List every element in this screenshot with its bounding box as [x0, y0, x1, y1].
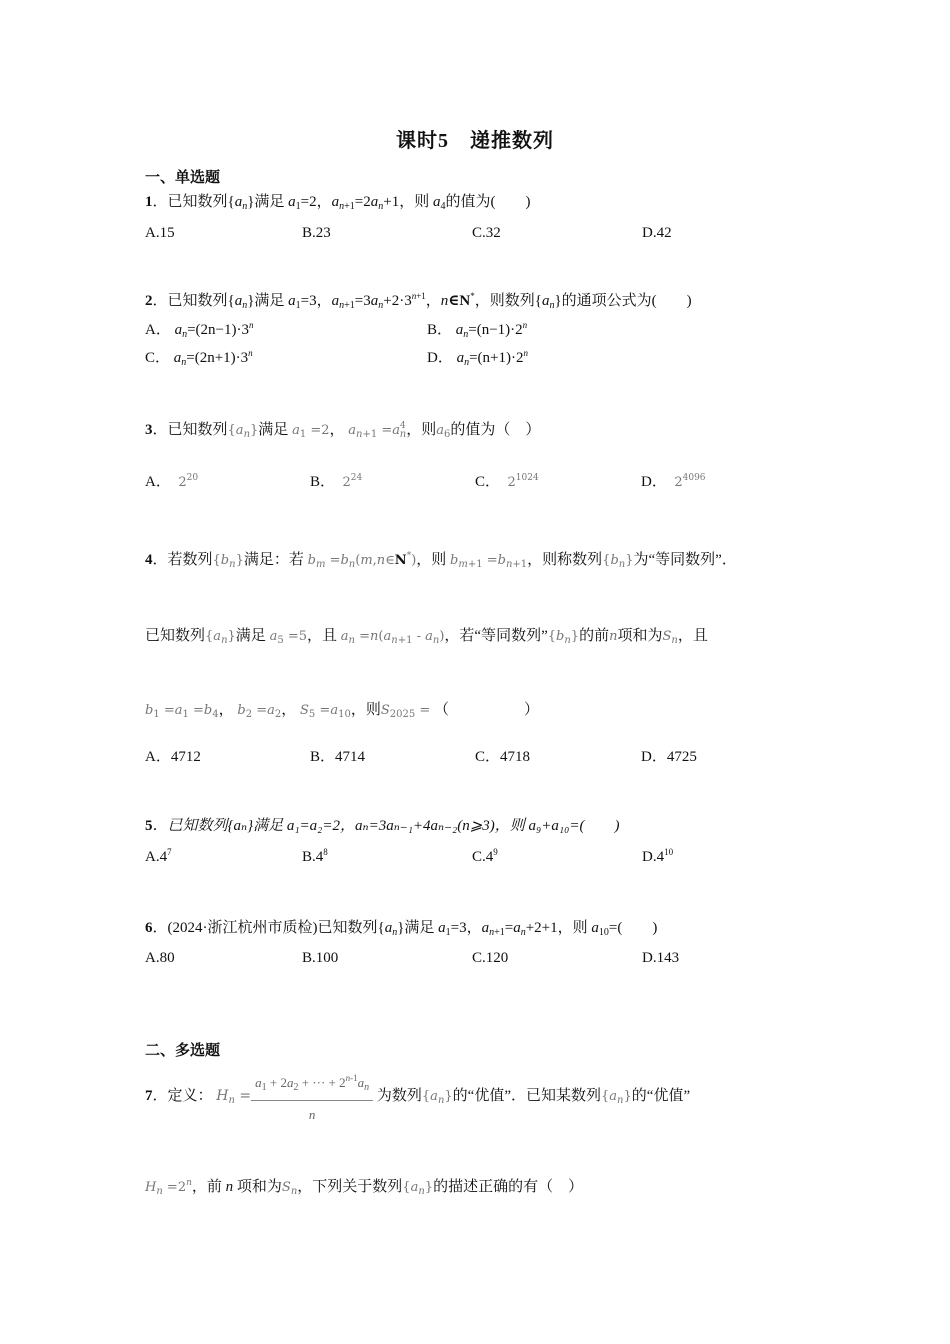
question-6-option-d[interactable]: D.143 — [642, 950, 680, 966]
section-heading-single-choice: 一、单选题 — [145, 170, 221, 186]
question-4-option-d[interactable]: D．4725 — [641, 749, 697, 765]
question-1-option-c[interactable]: C.32 — [472, 225, 501, 241]
question-3-option-c[interactable]: C． $2^{1024}$ — [475, 473, 539, 490]
question-4-line-2: 已知数列$\{a_n\}$满足 $a_5 =5$，且 $a_n =n(a_{n+1} - a_n)$，若“等同数列$”\{b_n\}$的前n项和为$S_n$，且 — [145, 628, 708, 646]
question-5-stem: 5．已知数列{aₙ}满足 a₁=a₂=2，aₙ=3aₙ₋₁+4aₙ₋₂(n⩾3)，则 a₉+a₁₀=( ) — [145, 818, 620, 834]
optimal-value-fraction: $\frac{a_1 + 2a_2 + \cdot\cdot\cdot + 2^{n-1}a_n}{n}$ — [251, 1068, 373, 1125]
question-2-option-c[interactable]: C． $a_n=(2n+1)\cdot 3^n$ — [145, 348, 253, 368]
question-1-option-b[interactable]: B.23 — [302, 225, 331, 241]
question-1-option-d[interactable]: D.42 — [642, 225, 672, 241]
question-6-option-b[interactable]: B.100 — [302, 950, 339, 966]
question-2-stem: 2．已知数列$\{a_n\}$满足 $a_1=3$，$a_{n+1}=3a_n+2\cdot 3^{n+1}$，n∈N*，则数列$\{a_n\}$的通项公式为( ) — [145, 291, 692, 311]
question-6-stem: 6．(2024·浙江杭州市质检)已知数列$\{a_n\}$满足 $a_1=3$，$a_{n+1}=a_n+2+1$，则 $a_{10}=$( ) — [145, 920, 658, 938]
question-3-option-d[interactable]: D． $2^{4096}$ — [641, 473, 706, 490]
question-2-option-b[interactable]: B． $a_n=(n-1)\cdot 2^n$ — [427, 320, 528, 340]
question-1-stem: 1．已知数列$\{a_n\}$满足 $a_1=2$，$a_{n+1}=2a_n+1$，则 $a_4$的值为( ) — [145, 194, 531, 212]
question-1-option-a[interactable]: A.15 — [145, 225, 175, 241]
question-5-option-c[interactable]: $C.4^9$ — [472, 847, 498, 865]
section-heading-multi-choice: 二、多选题 — [145, 1043, 221, 1059]
question-3-option-b[interactable]: B． $2^{24}$ — [310, 473, 363, 490]
question-4-option-c[interactable]: C．4718 — [475, 749, 531, 765]
question-4-option-a[interactable]: A．4712 — [145, 749, 201, 765]
question-5-option-a[interactable]: $A.4^7$ — [145, 847, 172, 865]
question-4-line-3: $b_1 =a_1 =b_4$， $b_2 =a_2$， $S_5 =a_{10}$，则$S_{2025}$ = （ ） — [145, 702, 539, 720]
question-4-line-1: 4．若数列$\{b_n\}$满足：若 $b_m$ $=b_n(m,n\in N^*)$，则 $b_{m+1} =b_{n+1}$，则称数列$\{b_n\}$为“等同数列”． — [145, 551, 737, 570]
page-title: 课时5 递推数列 — [396, 130, 554, 152]
question-3-option-a[interactable]: A． $2^{20}$ — [145, 473, 199, 490]
question-7-line-2: $H_n =2^n$，前 n 项和为$S_n$，下列关于数列$\{a_n\}$的描述正确的有（ ） — [145, 1178, 584, 1197]
question-5-option-b[interactable]: $B.4^8$ — [302, 847, 328, 865]
question-7-line-1: 7．定义： $H_n$ = $\frac{a_1 + 2a_2 + \cdot\cdot\cdot + 2^{n-1}a_n}{n}$ 为数列$\{a_n\}$的“优值”．已知某数列$\{a_n\}$的“优值” — [145, 1068, 690, 1125]
question-6-option-c[interactable]: C.120 — [472, 950, 509, 966]
question-2-option-d[interactable]: D． $a_n=(n+1)\cdot 2^n$ — [427, 348, 528, 368]
question-6-option-a[interactable]: A.80 — [145, 950, 175, 966]
question-2-option-a[interactable]: A． $a_n=(2n-1)\cdot 3^n$ — [145, 320, 254, 340]
question-3-stem: 3．已知数列$\{a_n\}$满足 $a_1 =2$， $a_{n+1} =a^4_n$，则$a_6$的值为（ ） — [145, 421, 541, 440]
question-5-option-d[interactable]: $D.4^{10}$ — [642, 847, 674, 865]
question-4-option-b[interactable]: B．4714 — [310, 749, 366, 765]
